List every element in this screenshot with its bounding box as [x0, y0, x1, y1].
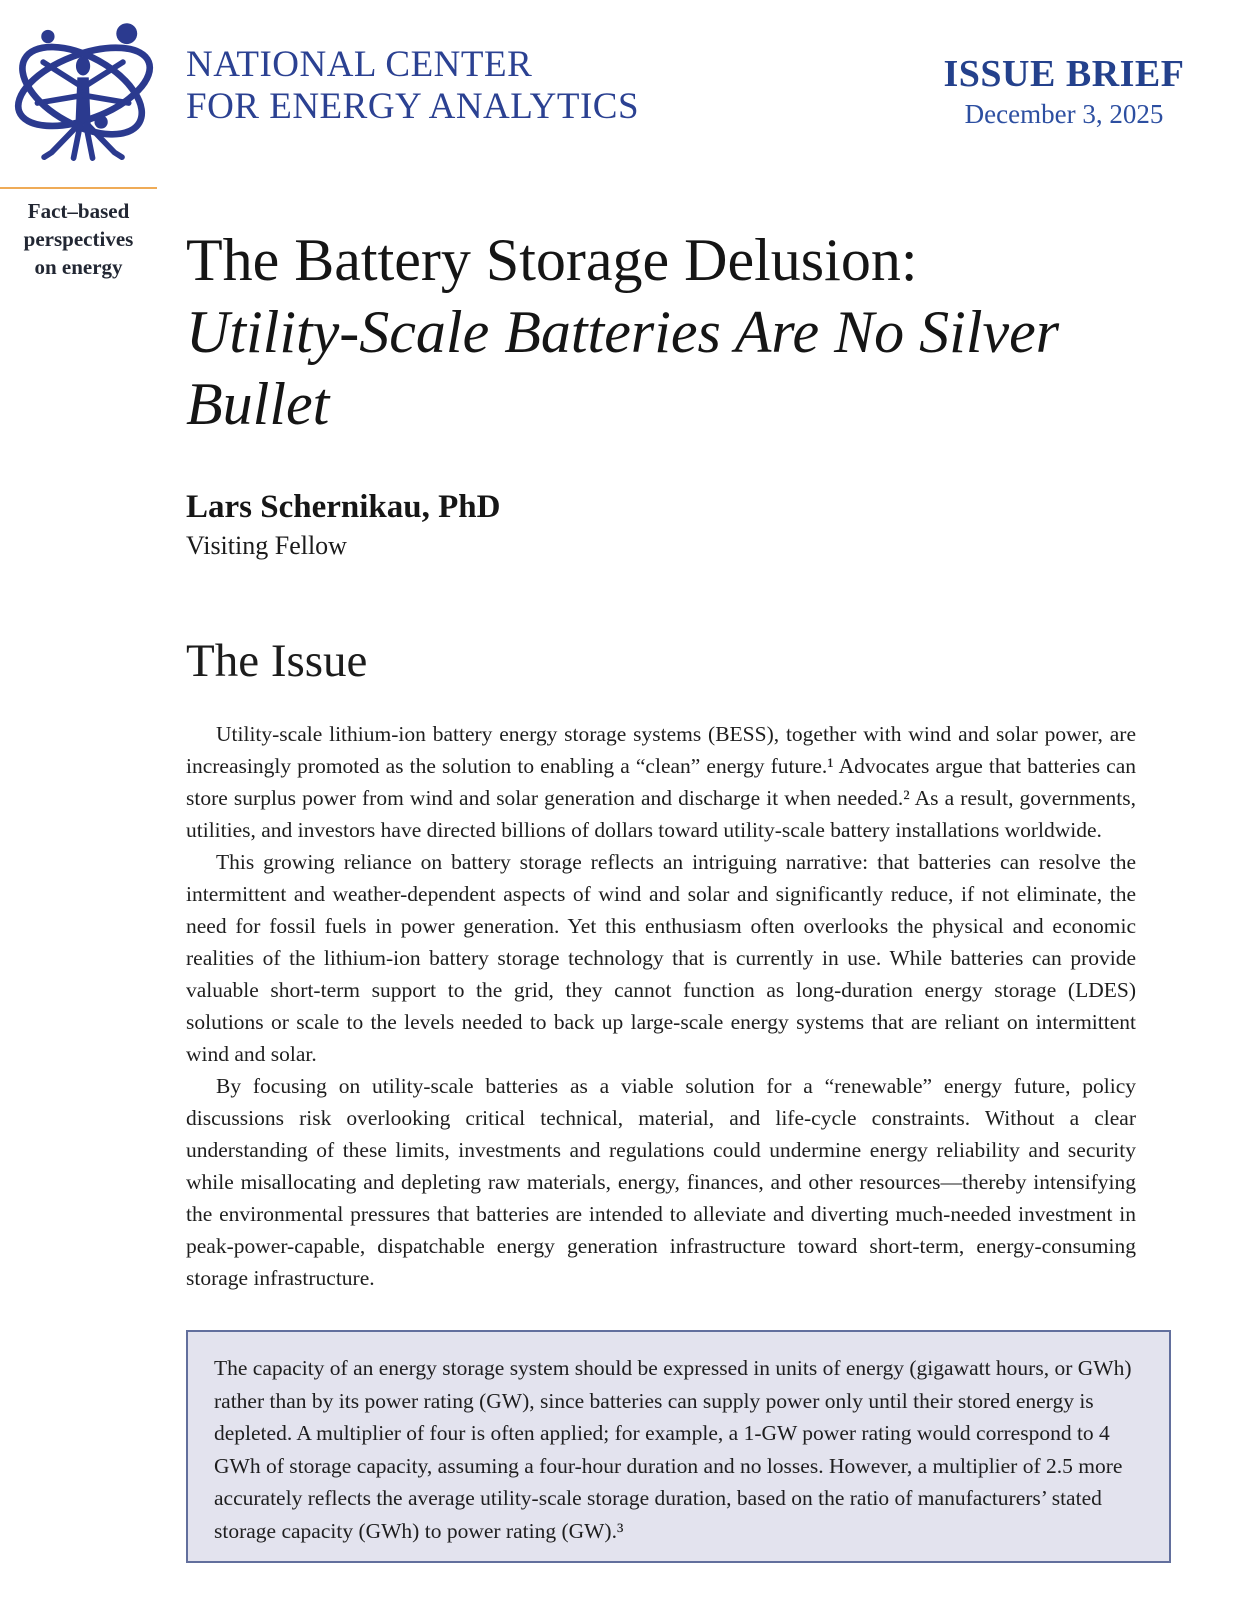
org-name	[186, 44, 639, 128]
ncea-logo-icon	[8, 12, 160, 175]
issue-brief-label: ISSUE BRIEF	[943, 53, 1185, 95]
article-subtitle-line1: Utility-Scale Batteries Are No Silver	[186, 299, 1060, 365]
body-paragraph: This growing reliance on battery storage reflects an intriguing narrative: that batteries can resolve the intermittent and weather-dependent aspects of wind and solar and significantly reduce, if not eliminate, the need for fossil fuels in power generation. Yet this enthusiasm often overlooks the physical and economic realities of the lithium-ion battery storage technology that is currently in use. While batteries can provide valuable short-term support to the grid, they cannot function as long-duration energy storage (LDES) solutions or scale to the levels needed to back up large-scale energy systems that are reliant on intermittent wind and solar.	[186, 850, 1136, 1066]
body-paragraph: By focusing on utility-scale batteries as a viable solution for a “renewable” energy future, policy discussions risk overlooking critical technical, material, and life-cycle constraints. Without a clear understanding of these limits, investments and regulations could undermine energy reliability and security while misallocating and depleting raw materials, energy, finances, and other resources—thereby intensifying the environmental pressures that batteries are intended to alleviate and diverting much-needed investment in peak-power-capable, dispatchable energy generation infrastructure toward short-term, energy-consuming storage infrastructure.	[186, 1074, 1136, 1290]
issue-brief-date: December 3, 2025	[964, 99, 1164, 129]
section-heading-the-issue: The Issue	[186, 635, 368, 687]
author-role: Visiting Fellow	[186, 531, 347, 560]
article-body	[186, 718, 1136, 1294]
article-subtitle-line2: Bullet	[186, 371, 330, 437]
author-name: Lars Schernikau, PhD	[186, 489, 501, 525]
article-title	[186, 224, 1171, 440]
article-title-main: The Battery Storage Delusion:	[186, 227, 918, 293]
sidebar-tagline	[0, 197, 157, 281]
tagline-line2: perspectives	[23, 227, 134, 251]
tagline-line3: on energy	[34, 255, 123, 279]
tagline-line1: Fact–based	[27, 199, 130, 223]
callout-box: The capacity of an energy storage system should be expressed in units of energy (gigawatt hours, or GWh) rather than by its power rating (GW), since batteries can supply power only until their stored energy is depleted. A multiplier of four is often applied; for example, a 1-GW power rating would correspond to 4 GWh of storage capacity, assuming a four-hour duration and no losses. However, a multiplier of 2.5 more accurately reflects the average utility-scale storage duration, based on the ratio of manufacturers’ stated storage capacity (GWh) to power rating (GW).³	[186, 1330, 1171, 1563]
gold-divider	[0, 187, 157, 189]
issue-brief-block	[938, 52, 1190, 130]
org-name-line2: FOR ENERGY ANALYTICS	[186, 86, 640, 127]
body-paragraph: Utility-scale lithium-ion battery energy storage systems (BESS), together with wind and solar power, are increasingly promoted as the solution to enabling a “clean” energy future.¹ Advocates argue that batteries can store surplus power from wind and solar generation and discharge it when needed.² As a result, governments, utilities, and investors have directed billions of dollars toward utility-scale battery installations worldwide.	[186, 722, 1136, 842]
article	[186, 224, 1171, 1563]
org-name-line1: NATIONAL CENTER	[186, 44, 533, 85]
